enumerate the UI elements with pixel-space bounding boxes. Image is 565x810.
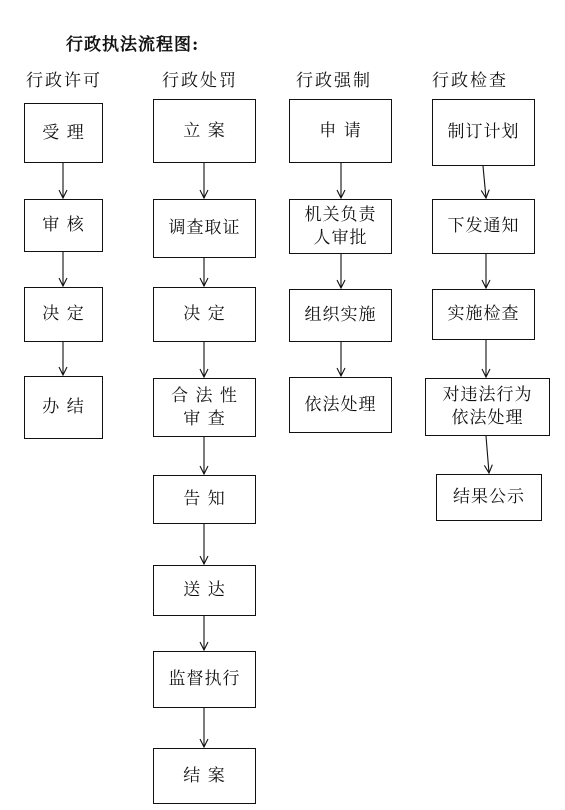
arrow	[483, 166, 486, 198]
enforcement-step-handle: 依法处理	[289, 377, 392, 433]
penalty-step-investigate: 调查取证	[153, 199, 256, 258]
enforcement-step-implement: 组织实施	[289, 289, 392, 342]
column-header-enforcement: 行政强制	[296, 71, 372, 91]
inspection-step-notify: 下发通知	[432, 199, 535, 254]
penalty-step-supervise: 监督执行	[153, 651, 256, 708]
penalty-step-file-case: 立 案	[153, 99, 256, 163]
inspection-step-publish: 结果公示	[436, 474, 542, 521]
column-header-inspection: 行政检查	[432, 71, 508, 91]
penalty-step-close-case: 结 案	[153, 748, 256, 804]
permit-step-review: 审 核	[24, 199, 103, 252]
column-header-permit: 行政许可	[26, 71, 102, 91]
column-header-penalty: 行政处罚	[162, 71, 238, 91]
diagram-title: 行政执法流程图:	[66, 35, 200, 55]
enforcement-step-approval: 机关负责 人审批	[289, 199, 392, 254]
penalty-step-legality-review: 合 法 性 审 查	[153, 378, 256, 437]
inspection-step-handle-violation: 对违法行为 依法处理	[425, 378, 550, 436]
penalty-step-deliver: 送 达	[153, 565, 256, 616]
inspection-step-inspect: 实施检查	[432, 289, 535, 340]
permit-step-complete: 办 结	[24, 376, 103, 439]
permit-step-decide: 决 定	[24, 287, 103, 342]
enforcement-step-apply: 申 请	[289, 99, 392, 163]
penalty-step-notify: 告 知	[153, 475, 256, 524]
inspection-step-plan: 制订计划	[432, 99, 535, 166]
arrow	[486, 436, 489, 473]
permit-step-accept: 受 理	[24, 103, 103, 163]
penalty-step-decide: 决 定	[153, 287, 256, 342]
